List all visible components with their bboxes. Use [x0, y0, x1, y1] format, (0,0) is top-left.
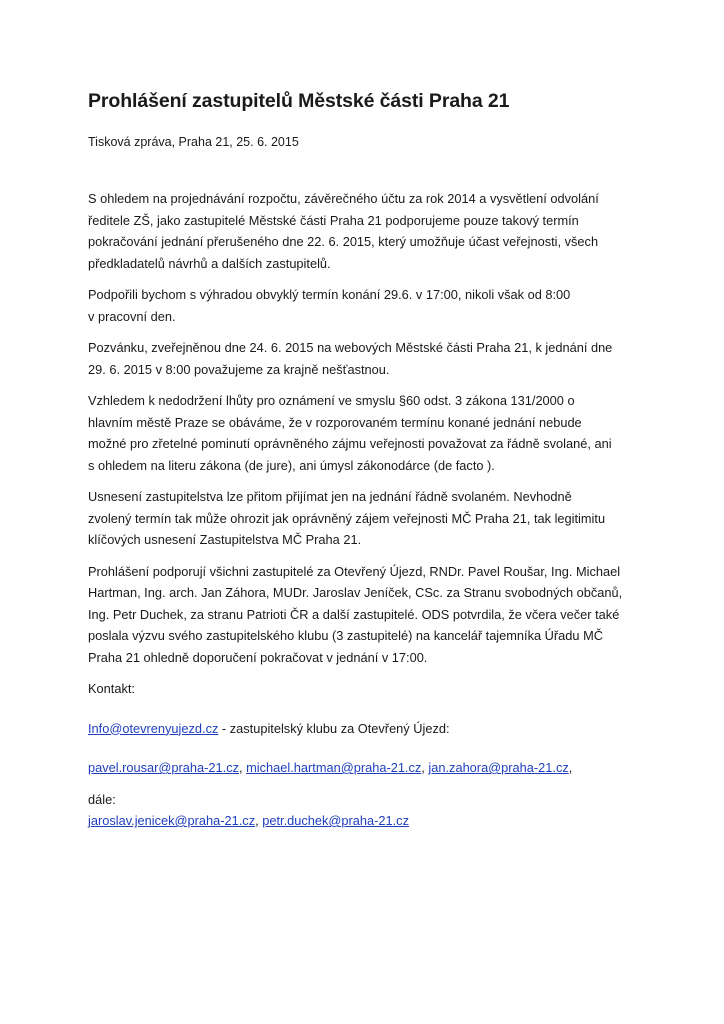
paragraph-5 — [88, 486, 648, 551]
paragraph-3-line: 29. 6. 2015 v 8:00 považujeme za krajně nešťastnou. — [88, 361, 390, 377]
contact-label: Kontakt: — [88, 681, 135, 696]
paragraph-6-line: Praha 21 ohledně doporučení pokračovat v jednání v 17:00. — [88, 649, 428, 665]
paragraph-1-line: pokračování jednání přerušeného dne 22. 6. 2015, který umožňuje účast veřejnosti, všech — [88, 234, 599, 249]
document-title: Prohlášení zastupitelů Městské části Praha 21 — [88, 90, 510, 112]
email-link-hartman[interactable]: michael.hartman@praha-21.cz — [246, 760, 422, 775]
trailing-comma: , — [568, 760, 573, 775]
email-link-duchek[interactable]: petr.duchek@praha-21.cz — [262, 813, 409, 828]
paragraph-3-line: Pozvánku, zveřejněnou dne 24. 6. 2015 na webových Městské části Praha 21, k jednání dne — [88, 340, 613, 355]
paragraph-2-line: v pracovní den. — [88, 308, 176, 324]
further-label: dále: — [88, 791, 116, 807]
paragraph-1 — [88, 188, 648, 274]
paragraph-5-line: Usnesení zastupitelstva lze přitom přijímat jen na jednání řádně svolaném. Nevhodně — [88, 489, 572, 504]
email-list-2 — [88, 810, 648, 832]
paragraph-6-line: Prohlášení podporují všichni zastupitelé za Otevřený Újezd, RNDr. Pavel Roušar, Ing. Michael — [88, 563, 621, 579]
paragraph-4-line: možné pro zřetelné pominutí oprávněného zájmu veřejnosti považovat za řádně svolané, ani — [88, 436, 612, 451]
contact-email-link[interactable]: Info@otevrenyujezd.cz — [88, 720, 219, 736]
paragraph-2-line: Podpořili bychom s výhradou obvyklý termín konání 29.6. v 17:00, nikoli však od 8:00 — [88, 287, 571, 302]
separator: , — [239, 760, 247, 775]
paragraph-6-line: Ing. Petr Duchek, za stranu Patrioti ČR a další zastupitelé. ODS potvrdila, že včera večer také — [88, 606, 620, 622]
paragraph-1-line: S ohledem na projednávání rozpočtu, závěrečného účtu za rok 2014 a vysvětlení odvolání — [88, 191, 599, 206]
paragraph-3 — [88, 337, 648, 380]
paragraph-1-line: ředitele ZŠ, jako zastupitelé Městské části Praha 21 podporujeme pouze takový termín — [88, 212, 579, 228]
paragraph-2 — [88, 284, 648, 327]
paragraph-4-line: Vzhledem k nedodržení lhůty pro oznámení ve smyslu §60 odst. 3 zákona 131/2000 o — [88, 393, 575, 408]
email-link-rousar[interactable]: pavel.rousar@praha-21.cz — [88, 760, 239, 775]
paragraph-6 — [88, 561, 648, 669]
paragraph-4 — [88, 390, 648, 476]
document-page — [88, 88, 648, 832]
email-link-jenicek[interactable]: jaroslav.jenicek@praha-21.cz — [88, 813, 256, 828]
paragraph-5-line: klíčových usnesení Zastupitelstva MČ Praha 21. — [88, 532, 362, 547]
separator: , — [421, 760, 429, 775]
contact-description: - zastupitelský klubu za Otevřený Újezd: — [218, 720, 450, 736]
paragraph-4-line: hlavním městě Praze se obáváme, že v rozporovaném termínu konané jednání nebude — [88, 414, 582, 430]
paragraph-1-line: předkladatelů návrhů a dalších zastupitelů. — [88, 255, 331, 271]
paragraph-6-line: poslala výzvu svého zastupitelského klubu (3 zastupitelé) na kancelář tajemníka Úřadu MČ — [88, 628, 603, 643]
paragraph-4-line: s ohledem na literu zákona (de jure), ani úmysl zákonodárce (de facto ). — [88, 457, 495, 473]
email-list-1 — [88, 757, 648, 779]
paragraph-6-line: Hartman, Ing. arch. Jan Záhora, MUDr. Jaroslav Jeníček, CSc. za Stranu svobodných občanů, — [88, 585, 623, 600]
email-link-zahora[interactable]: jan.zahora@praha-21.cz — [428, 760, 569, 775]
paragraph-5-line: zvolený termín tak může ohrozit jak oprávněný zájem veřejnosti MČ Praha 21, tak legitimitu — [88, 510, 606, 526]
separator: , — [255, 813, 263, 828]
contact-primary — [88, 718, 648, 740]
press-release-dateline: Tisková zpráva, Praha 21, 25. 6. 2015 — [88, 135, 299, 149]
